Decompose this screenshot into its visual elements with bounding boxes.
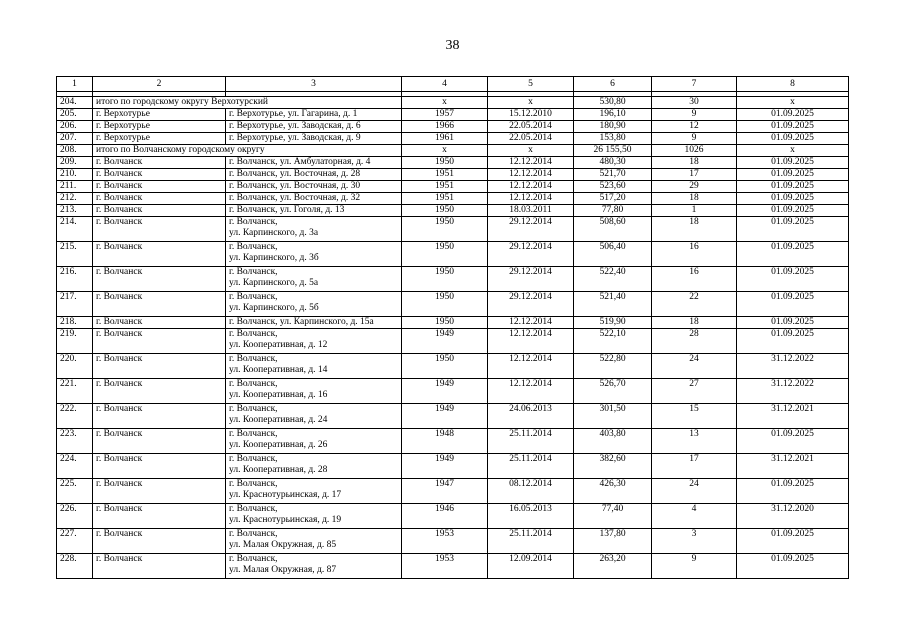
settlement-cell: г. Волчанск <box>93 193 226 205</box>
date-cell: 22.05.2014 <box>488 133 574 145</box>
row-number-cell: 214. <box>57 217 93 242</box>
settlement-cell: г. Волчанск <box>93 429 226 454</box>
settlement-cell: г. Волчанск <box>93 157 226 169</box>
settlement-cell: г. Верхотурье <box>93 133 226 145</box>
address-line: г. Верхотурье, ул. Гагарина, д. 1 <box>229 109 358 119</box>
address-cell <box>226 157 402 169</box>
settlement-cell: г. Волчанск <box>93 329 226 354</box>
address-line: г. Волчанск, <box>229 529 278 539</box>
address-line: г. Волчанск, ул. Восточная, д. 32 <box>229 193 361 203</box>
residents-cell: 9 <box>652 133 737 145</box>
address-cell <box>226 121 402 133</box>
settlement-cell: г. Волчанск <box>93 404 226 429</box>
row-number-cell: 213. <box>57 205 93 217</box>
address-line: ул. Малая Окружная, д. 85 <box>229 540 337 550</box>
address-line: г. Волчанск, <box>229 404 278 414</box>
address-line: ул. Краснотурьинская, д. 17 <box>229 490 342 500</box>
date-cell: 25.11.2014 <box>488 454 574 479</box>
address-line: г. Волчанск, <box>229 554 278 564</box>
date-cell: 08.12.2014 <box>488 479 574 504</box>
table-row <box>57 121 849 133</box>
residents-cell: 13 <box>652 429 737 454</box>
year-cell: 1951 <box>402 181 488 193</box>
date-cell: 12.12.2014 <box>488 157 574 169</box>
settlement-cell: г. Волчанск <box>93 317 226 329</box>
address-line: г. Волчанск, <box>229 292 278 302</box>
residents-cell: 24 <box>652 354 737 379</box>
deadline-cell: х <box>737 145 849 157</box>
address-line: г. Волчанск, ул. Амбулаторная, д. 4 <box>229 157 371 167</box>
column-header: 6 <box>574 77 652 92</box>
deadline-cell: 01.09.2025 <box>737 157 849 169</box>
deadline-cell: х <box>737 97 849 109</box>
residents-cell: 1026 <box>652 145 737 157</box>
page-number: 38 <box>445 38 460 53</box>
table-row <box>57 109 849 121</box>
area-cell: 180,90 <box>574 121 652 133</box>
residents-cell: 29 <box>652 181 737 193</box>
table-row-total <box>57 145 849 157</box>
column-header: 3 <box>226 77 402 92</box>
address-line: г. Верхотурье, ул. Заводская, д. 6 <box>229 121 361 131</box>
year-cell: 1950 <box>402 354 488 379</box>
settlement-cell: г. Волчанск <box>93 292 226 317</box>
deadline-cell: 01.09.2025 <box>737 121 849 133</box>
residents-cell: 24 <box>652 479 737 504</box>
table-row <box>57 454 849 479</box>
address-cell <box>226 267 402 292</box>
row-number-cell: 222. <box>57 404 93 429</box>
settlement-cell: г. Верхотурье <box>93 109 226 121</box>
date-cell: 16.05.2013 <box>488 504 574 529</box>
date-cell: 12.12.2014 <box>488 354 574 379</box>
date-cell: 29.12.2014 <box>488 217 574 242</box>
address-line: г. Верхотурье, ул. Заводская, д. 9 <box>229 133 361 143</box>
year-cell: 1949 <box>402 379 488 404</box>
address-line: ул. Кооперативная, д. 12 <box>229 340 328 350</box>
settlement-cell: г. Волчанск <box>93 354 226 379</box>
residents-cell: 1 <box>652 205 737 217</box>
year-cell: 1953 <box>402 554 488 579</box>
row-number-cell: 218. <box>57 317 93 329</box>
row-number-cell: 211. <box>57 181 93 193</box>
row-number-cell: 210. <box>57 169 93 181</box>
settlement-cell: г. Волчанск <box>93 181 226 193</box>
address-cell <box>226 554 402 579</box>
table-row <box>57 354 849 379</box>
address-cell <box>226 217 402 242</box>
residents-cell: 9 <box>652 554 737 579</box>
date-cell: 24.06.2013 <box>488 404 574 429</box>
residents-cell: 18 <box>652 317 737 329</box>
table-row <box>57 217 849 242</box>
address-line: г. Волчанск, <box>229 429 278 439</box>
row-number-cell: 220. <box>57 354 93 379</box>
deadline-cell: 01.09.2025 <box>737 529 849 554</box>
residents-cell: 3 <box>652 529 737 554</box>
address-cell <box>226 242 402 267</box>
address-cell <box>226 429 402 454</box>
area-cell: 517,20 <box>574 193 652 205</box>
column-header: 7 <box>652 77 737 92</box>
row-number-cell: 204. <box>57 97 93 109</box>
year-cell: 1950 <box>402 317 488 329</box>
year-cell: 1950 <box>402 217 488 242</box>
address-line: ул. Карпинского, д. 3а <box>229 228 319 238</box>
address-line: г. Волчанск, ул. Гоголя, д. 13 <box>229 205 345 215</box>
residents-cell: 15 <box>652 404 737 429</box>
year-cell: 1950 <box>402 205 488 217</box>
deadline-cell: 01.09.2025 <box>737 317 849 329</box>
row-number-cell: 215. <box>57 242 93 267</box>
deadline-cell: 01.09.2025 <box>737 109 849 121</box>
address-cell <box>226 479 402 504</box>
settlement-cell: г. Волчанск <box>93 504 226 529</box>
housing-register-table <box>56 76 849 579</box>
date-cell: 25.11.2014 <box>488 529 574 554</box>
address-cell <box>226 379 402 404</box>
table-row-total <box>57 97 849 109</box>
address-line: ул. Кооперативная, д. 26 <box>229 440 328 450</box>
area-cell: 522,40 <box>574 267 652 292</box>
date-cell: 12.12.2014 <box>488 379 574 404</box>
area-cell: 508,60 <box>574 217 652 242</box>
settlement-cell: г. Волчанск <box>93 205 226 217</box>
address-line: г. Волчанск, ул. Карпинского, д. 15а <box>229 317 374 327</box>
address-cell <box>226 529 402 554</box>
residents-cell: 30 <box>652 97 737 109</box>
settlement-cell: г. Волчанск <box>93 479 226 504</box>
address-cell <box>226 169 402 181</box>
address-line: ул. Малая Окружная, д. 87 <box>229 565 337 575</box>
year-cell: х <box>402 97 488 109</box>
row-number-cell: 205. <box>57 109 93 121</box>
column-header: 5 <box>488 77 574 92</box>
address-line: г. Волчанск, <box>229 267 278 277</box>
date-cell: 12.12.2014 <box>488 317 574 329</box>
date-cell: 29.12.2014 <box>488 267 574 292</box>
residents-cell: 18 <box>652 193 737 205</box>
row-number-cell: 224. <box>57 454 93 479</box>
row-number-cell: 212. <box>57 193 93 205</box>
year-cell: 1961 <box>402 133 488 145</box>
settlement-cell: г. Волчанск <box>93 169 226 181</box>
address-cell <box>226 329 402 354</box>
address-cell <box>226 109 402 121</box>
address-line: г. Волчанск, <box>229 454 278 464</box>
deadline-cell: 31.12.2020 <box>737 504 849 529</box>
total-label: итого по городскому округу Верхотурский <box>96 97 268 107</box>
year-cell: 1949 <box>402 404 488 429</box>
area-cell: 196,10 <box>574 109 652 121</box>
row-number-cell: 216. <box>57 267 93 292</box>
area-cell: 26 155,50 <box>574 145 652 157</box>
deadline-cell: 01.09.2025 <box>737 133 849 145</box>
address-line: ул. Карпинского, д. 3б <box>229 253 319 263</box>
table-row <box>57 479 849 504</box>
date-cell: 22.05.2014 <box>488 121 574 133</box>
area-cell: 137,80 <box>574 529 652 554</box>
date-cell: 12.09.2014 <box>488 554 574 579</box>
year-cell: 1950 <box>402 292 488 317</box>
area-cell: 522,10 <box>574 329 652 354</box>
address-line: г. Волчанск, <box>229 354 278 364</box>
address-cell <box>226 205 402 217</box>
residents-cell: 16 <box>652 267 737 292</box>
residents-cell: 17 <box>652 454 737 479</box>
year-cell: 1949 <box>402 329 488 354</box>
address-line: ул. Кооперативная, д. 16 <box>229 390 328 400</box>
table-row <box>57 193 849 205</box>
address-cell <box>226 404 402 429</box>
row-number-cell: 225. <box>57 479 93 504</box>
column-header: 4 <box>402 77 488 92</box>
date-cell: 29.12.2014 <box>488 292 574 317</box>
address-line: г. Волчанск, <box>229 329 278 339</box>
deadline-cell: 31.12.2022 <box>737 354 849 379</box>
row-number-cell: 219. <box>57 329 93 354</box>
column-number-header-row <box>57 77 849 92</box>
row-number-cell: 226. <box>57 504 93 529</box>
address-cell <box>226 181 402 193</box>
table-row <box>57 429 849 454</box>
year-cell: 1947 <box>402 479 488 504</box>
row-number-cell: 207. <box>57 133 93 145</box>
area-cell: 506,40 <box>574 242 652 267</box>
row-number-cell: 228. <box>57 554 93 579</box>
deadline-cell: 01.09.2025 <box>737 429 849 454</box>
address-cell <box>226 193 402 205</box>
deadline-cell: 31.12.2022 <box>737 379 849 404</box>
date-cell: 29.12.2014 <box>488 242 574 267</box>
area-cell: 403,80 <box>574 429 652 454</box>
column-header: 8 <box>737 77 849 92</box>
residents-cell: 9 <box>652 109 737 121</box>
residents-cell: 22 <box>652 292 737 317</box>
address-line: ул. Краснотурьинская, д. 19 <box>229 515 342 525</box>
settlement-cell: г. Волчанск <box>93 554 226 579</box>
area-cell: 521,70 <box>574 169 652 181</box>
table-row <box>57 292 849 317</box>
deadline-cell: 01.09.2025 <box>737 292 849 317</box>
deadline-cell: 31.12.2021 <box>737 404 849 429</box>
table-row <box>57 133 849 145</box>
year-cell: 1953 <box>402 529 488 554</box>
settlement-cell: г. Волчанск <box>93 454 226 479</box>
settlement-cell: г. Волчанск <box>93 242 226 267</box>
address-line: г. Волчанск, <box>229 479 278 489</box>
table-row <box>57 329 849 354</box>
total-label-cell <box>93 97 402 109</box>
deadline-cell: 31.12.2021 <box>737 454 849 479</box>
date-cell: 25.11.2014 <box>488 429 574 454</box>
column-header: 2 <box>93 77 226 92</box>
deadline-cell: 01.09.2025 <box>737 205 849 217</box>
table-row <box>57 554 849 579</box>
deadline-cell: 01.09.2025 <box>737 193 849 205</box>
table-row <box>57 181 849 193</box>
deadline-cell: 01.09.2025 <box>737 267 849 292</box>
area-cell: 301,50 <box>574 404 652 429</box>
address-line: г. Волчанск, <box>229 242 278 252</box>
residents-cell: 18 <box>652 157 737 169</box>
area-cell: 263,20 <box>574 554 652 579</box>
settlement-cell: г. Волчанск <box>93 217 226 242</box>
table-row <box>57 169 849 181</box>
deadline-cell: 01.09.2025 <box>737 242 849 267</box>
residents-cell: 27 <box>652 379 737 404</box>
area-cell: 521,40 <box>574 292 652 317</box>
address-cell <box>226 133 402 145</box>
address-cell <box>226 454 402 479</box>
address-line: ул. Кооперативная, д. 28 <box>229 465 328 475</box>
deadline-cell: 01.09.2025 <box>737 181 849 193</box>
residents-cell: 28 <box>652 329 737 354</box>
year-cell: 1966 <box>402 121 488 133</box>
settlement-cell: г. Волчанск <box>93 379 226 404</box>
area-cell: 426,30 <box>574 479 652 504</box>
date-cell: 12.12.2014 <box>488 193 574 205</box>
row-number-cell: 217. <box>57 292 93 317</box>
address-line: ул. Кооперативная, д. 24 <box>229 415 328 425</box>
year-cell: 1957 <box>402 109 488 121</box>
row-number-cell: 206. <box>57 121 93 133</box>
row-number-cell: 208. <box>57 145 93 157</box>
area-cell: 523,60 <box>574 181 652 193</box>
residents-cell: 12 <box>652 121 737 133</box>
date-cell: 12.12.2014 <box>488 169 574 181</box>
year-cell: 1950 <box>402 242 488 267</box>
address-line: ул. Карпинского, д. 5а <box>229 278 319 288</box>
table-row <box>57 157 849 169</box>
year-cell: 1951 <box>402 193 488 205</box>
table-row <box>57 317 849 329</box>
area-cell: 77,80 <box>574 205 652 217</box>
date-cell: х <box>488 145 574 157</box>
year-cell: 1946 <box>402 504 488 529</box>
table-row <box>57 404 849 429</box>
year-cell: 1950 <box>402 267 488 292</box>
table-row <box>57 205 849 217</box>
residents-cell: 18 <box>652 217 737 242</box>
deadline-cell: 01.09.2025 <box>737 554 849 579</box>
address-cell <box>226 504 402 529</box>
area-cell: 522,80 <box>574 354 652 379</box>
residents-cell: 4 <box>652 504 737 529</box>
residents-cell: 16 <box>652 242 737 267</box>
row-number-cell: 209. <box>57 157 93 169</box>
table-row <box>57 529 849 554</box>
total-label-cell <box>93 145 402 157</box>
settlement-cell: г. Верхотурье <box>93 121 226 133</box>
area-cell: 526,70 <box>574 379 652 404</box>
area-cell: 480,30 <box>574 157 652 169</box>
address-line: ул. Кооперативная, д. 14 <box>229 365 328 375</box>
address-line: г. Волчанск, ул. Восточная, д. 28 <box>229 169 361 179</box>
address-line: г. Волчанск, <box>229 217 278 227</box>
total-label: итого по Волчанскому городскому округу <box>96 145 265 155</box>
year-cell: 1951 <box>402 169 488 181</box>
area-cell: 77,40 <box>574 504 652 529</box>
table-row <box>57 267 849 292</box>
deadline-cell: 01.09.2025 <box>737 217 849 242</box>
area-cell: 519,90 <box>574 317 652 329</box>
address-line: г. Волчанск, <box>229 504 278 514</box>
area-cell: 530,80 <box>574 97 652 109</box>
date-cell: 12.12.2014 <box>488 329 574 354</box>
year-cell: 1948 <box>402 429 488 454</box>
area-cell: 382,60 <box>574 454 652 479</box>
residents-cell: 17 <box>652 169 737 181</box>
year-cell: 1949 <box>402 454 488 479</box>
row-number-cell: 227. <box>57 529 93 554</box>
column-header: 1 <box>57 77 93 92</box>
table-row <box>57 379 849 404</box>
address-line: г. Волчанск, <box>229 379 278 389</box>
date-cell: 18.03.2011 <box>488 205 574 217</box>
deadline-cell: 01.09.2025 <box>737 169 849 181</box>
date-cell: 12.12.2014 <box>488 181 574 193</box>
table-row <box>57 242 849 267</box>
deadline-cell: 01.09.2025 <box>737 479 849 504</box>
address-line: г. Волчанск, ул. Восточная, д. 30 <box>229 181 361 191</box>
address-cell <box>226 317 402 329</box>
address-cell <box>226 354 402 379</box>
date-cell: х <box>488 97 574 109</box>
year-cell: х <box>402 145 488 157</box>
area-cell: 153,80 <box>574 133 652 145</box>
row-number-cell: 223. <box>57 429 93 454</box>
address-cell <box>226 292 402 317</box>
settlement-cell: г. Волчанск <box>93 529 226 554</box>
deadline-cell: 01.09.2025 <box>737 329 849 354</box>
row-number-cell: 221. <box>57 379 93 404</box>
settlement-cell: г. Волчанск <box>93 267 226 292</box>
year-cell: 1950 <box>402 157 488 169</box>
date-cell: 15.12.2010 <box>488 109 574 121</box>
table-row <box>57 504 849 529</box>
address-line: ул. Карпинского, д. 5б <box>229 303 319 313</box>
